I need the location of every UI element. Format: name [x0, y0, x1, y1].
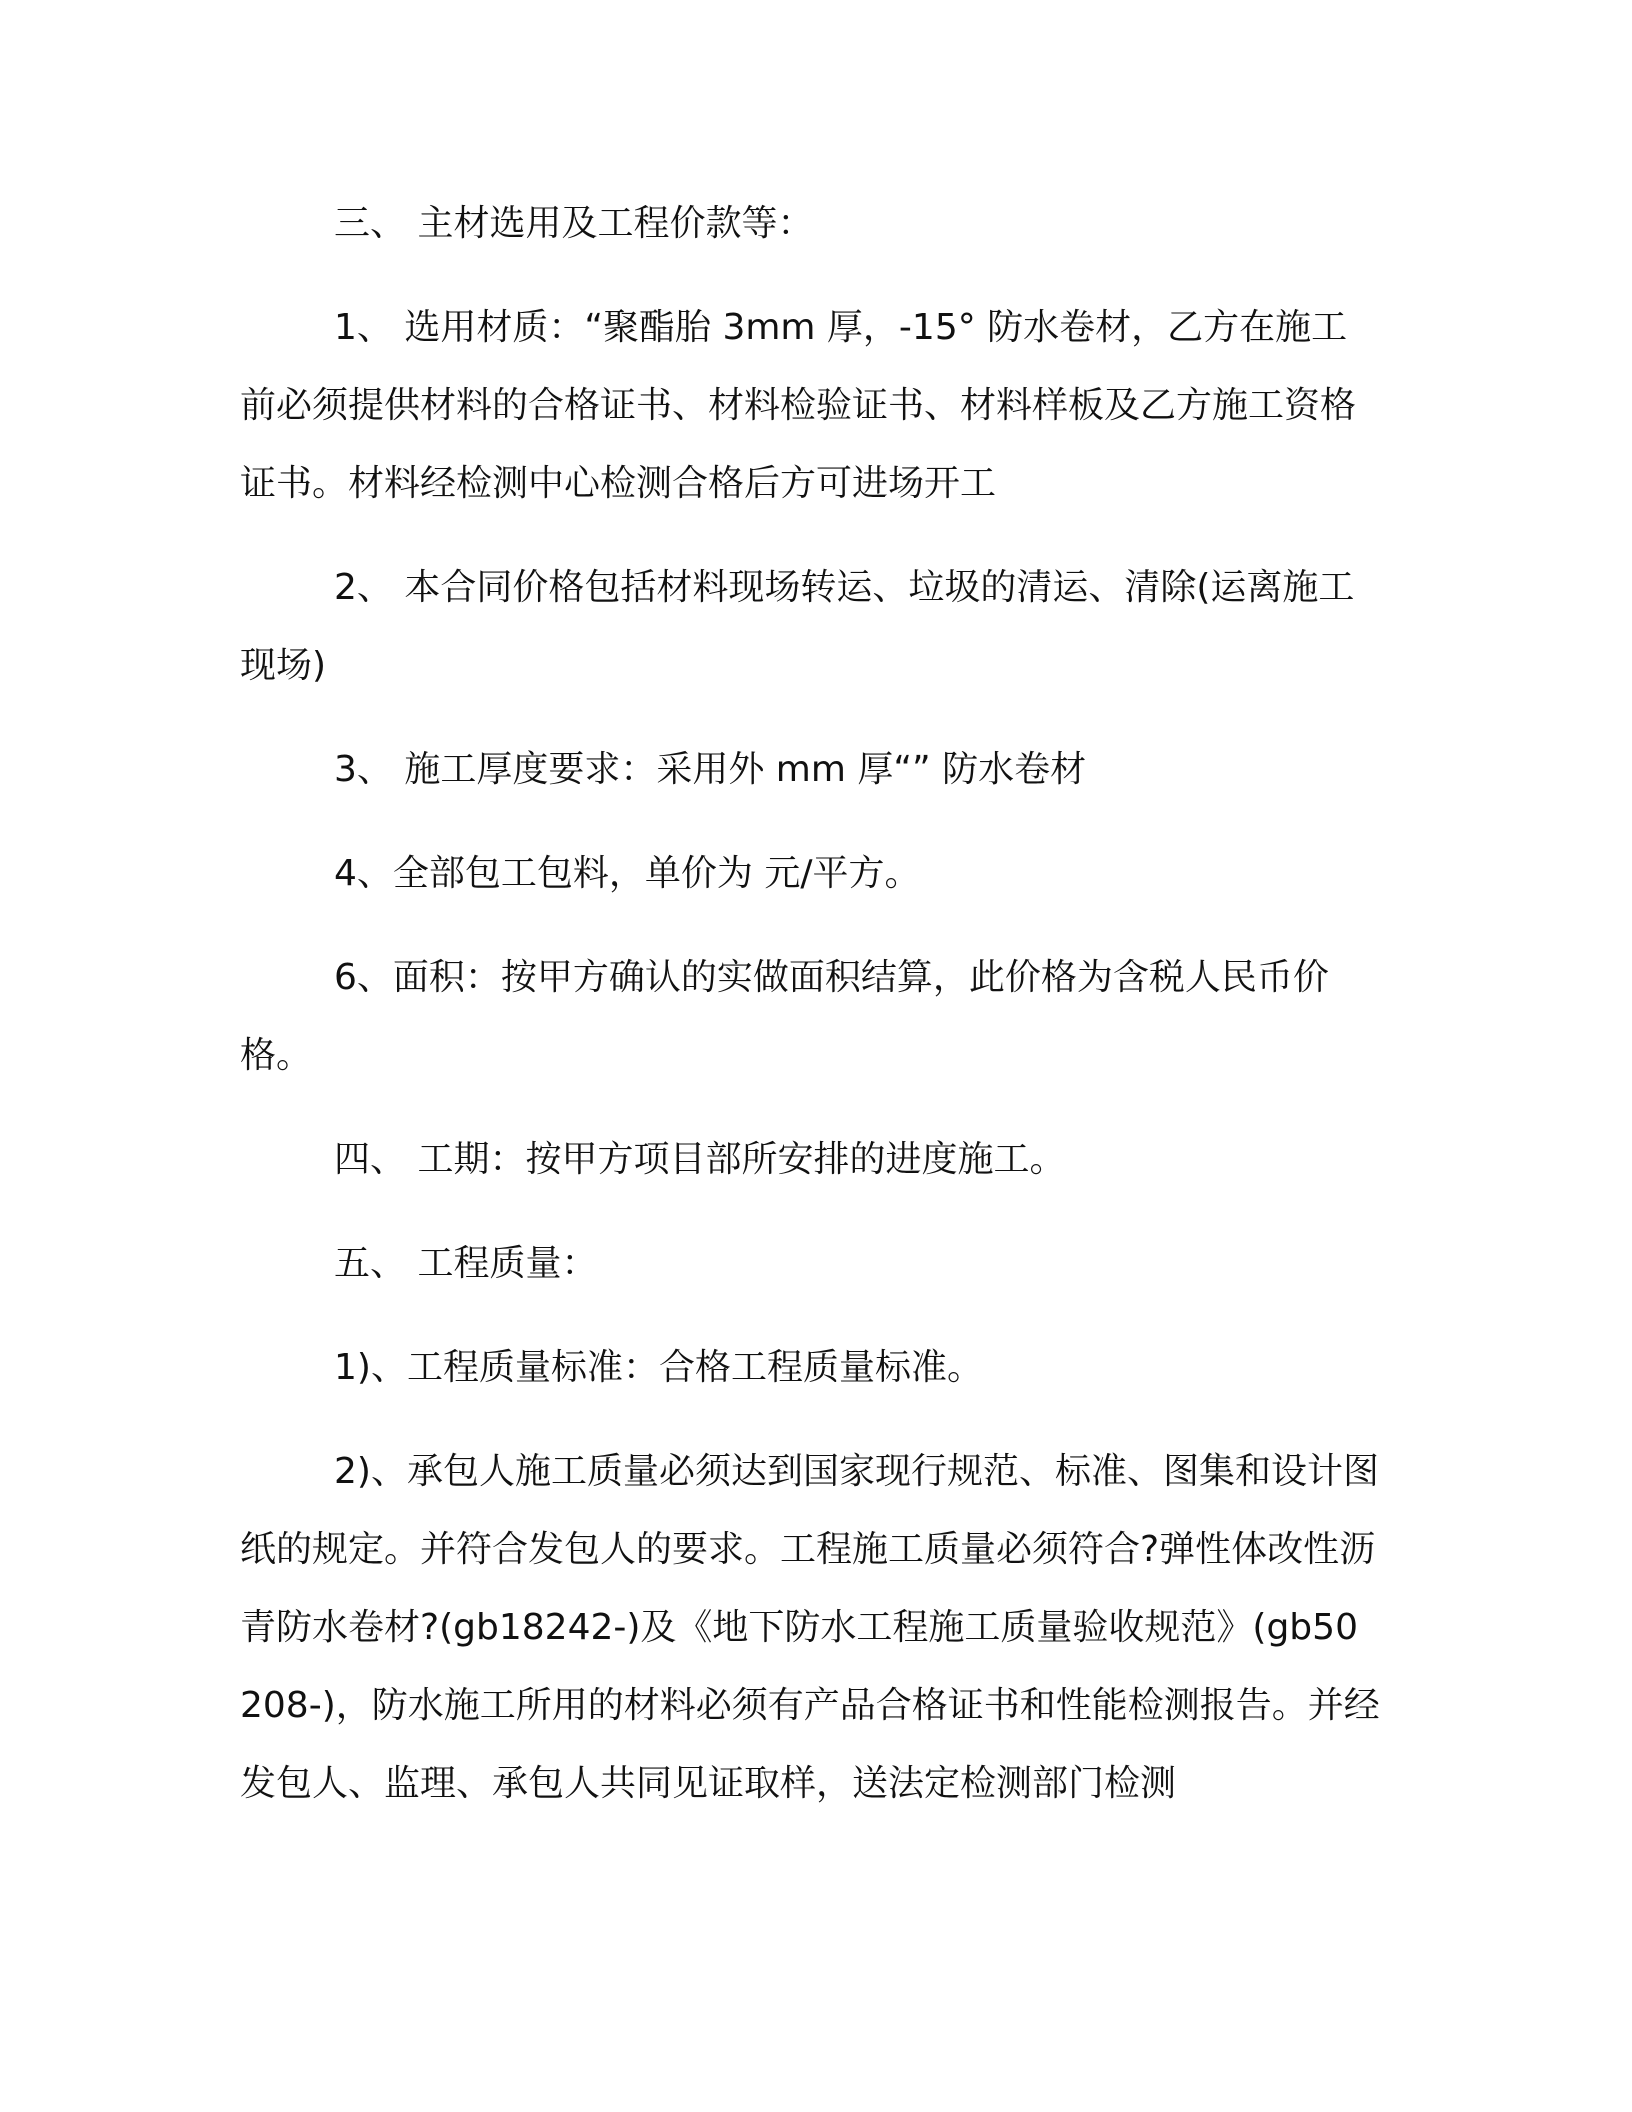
section-5-heading: 五、 工程质量： — [334, 1243, 598, 1284]
clause-price-scope: 2、 本合同价格包括材料现场转运、垃圾的清运、清除(运离施工现场) — [240, 567, 1355, 686]
clause-quality-standard: 1)、工程质量标准：合格工程质量标准。 — [334, 1347, 983, 1388]
clause-unit-price: 4、全部包工包料，单价为 元/平方。 — [334, 853, 921, 894]
document-body — [240, 185, 1380, 1849]
section-3-heading: 三、 主材选用及工程价款等： — [334, 203, 814, 244]
clause-area-settlement: 6、面积：按甲方确认的实做面积结算，此价格为含税人民币价格。 — [240, 957, 1329, 1076]
clause-quality-compliance: 2)、承包人施工质量必须达到国家现行规范、标准、图集和设计图纸的规定。并符合发包人的要求。工程施工质量必须符合?弹性体改性沥青防水卷材?(gb18242-)及《地下防水工程施工质量验收规范》(gb50208-)，防水施工所用的材料必须有产品合格证书和性能检测报告。并经发包人、监理、承包人共同见证取样，送法定检测部门检测 — [240, 1451, 1380, 1804]
clause-material-selection: 1、 选用材质：“聚酯胎 3mm 厚，-15° 防水卷材，乙方在施工前必须提供材料的合格证书、材料检验证书、材料样板及乙方施工资格证书。材料经检测中心检测合格后方可进场开工 — [240, 307, 1357, 504]
section-4-schedule: 四、 工期：按甲方项目部所安排的进度施工。 — [334, 1139, 1066, 1180]
clause-thickness-requirement: 3、 施工厚度要求：采用外 mm 厚“” 防水卷材 — [334, 749, 1087, 790]
